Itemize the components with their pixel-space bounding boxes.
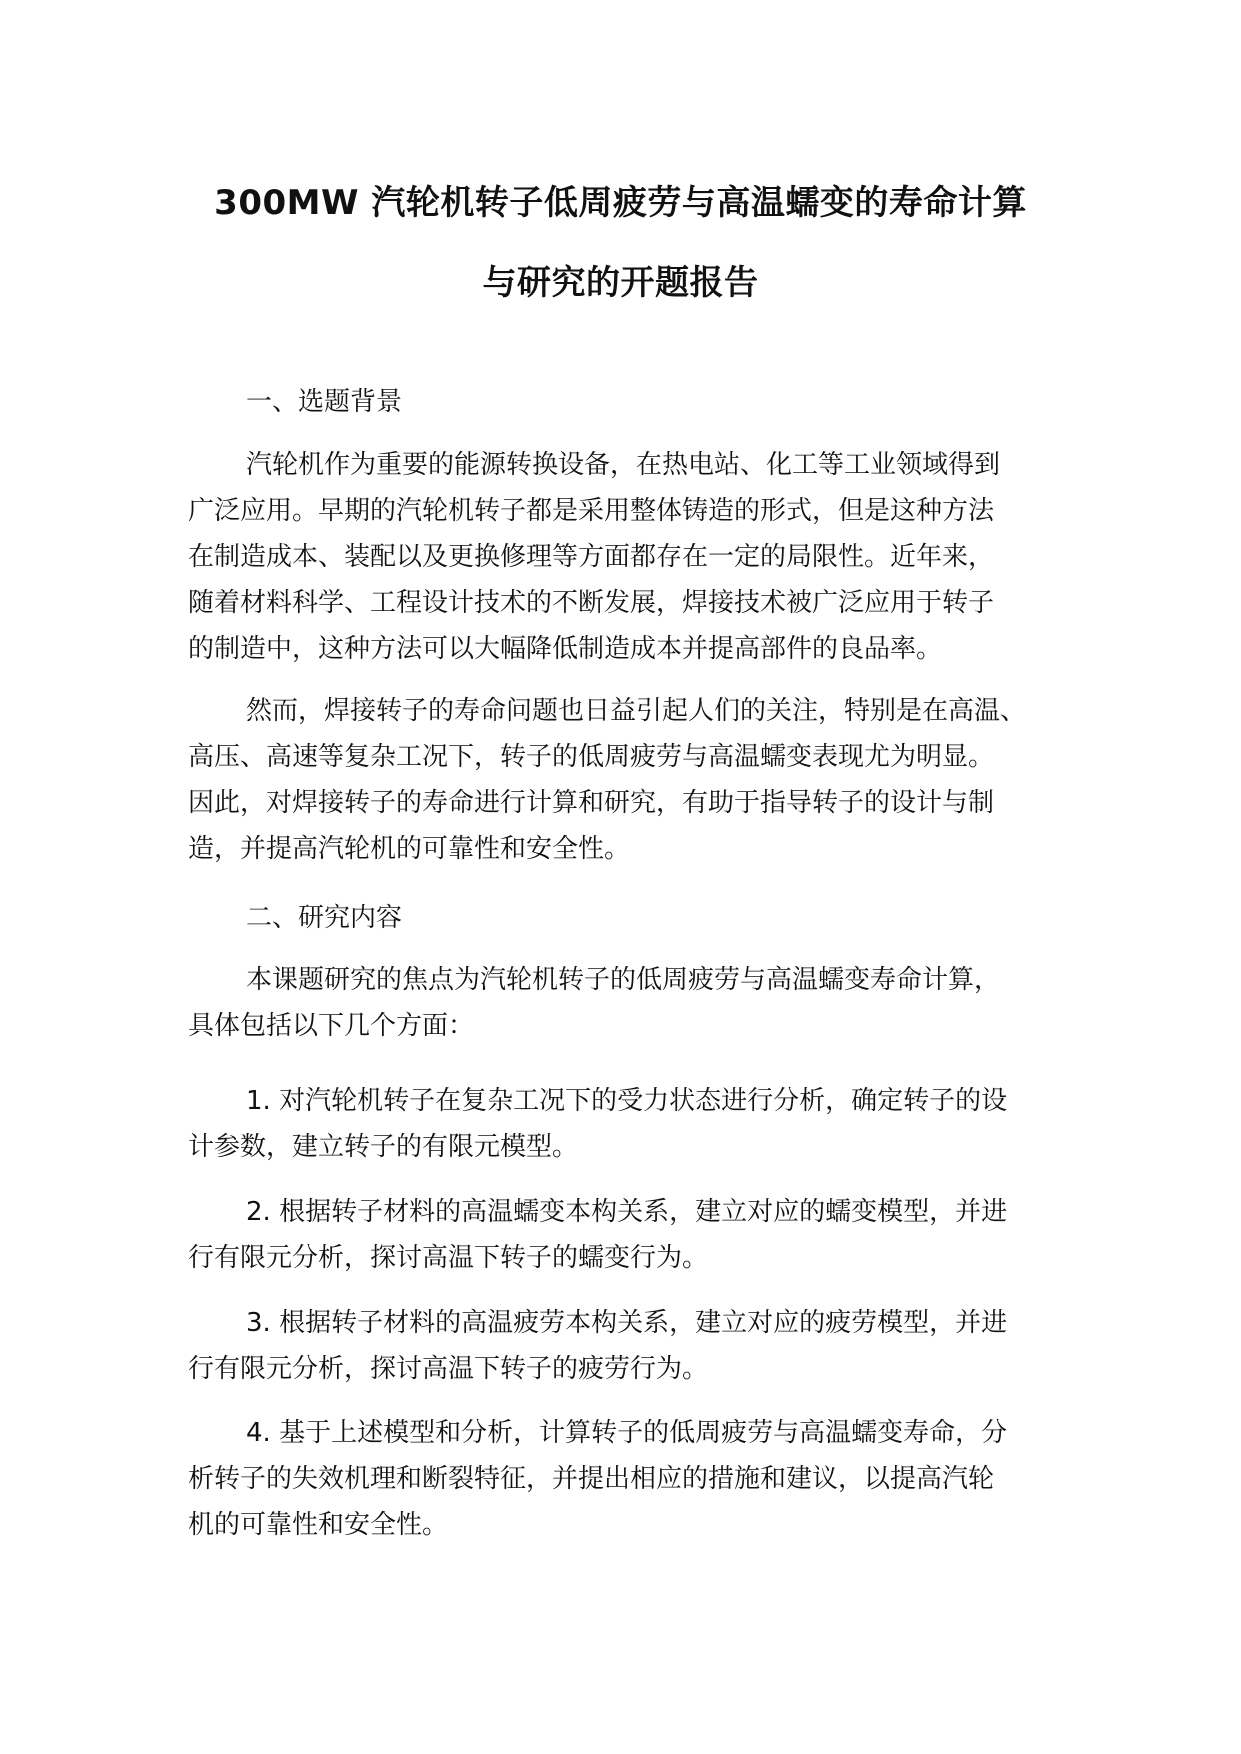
paragraph-line: 随着材料科学、工程设计技术的不断发展，焊接技术被广泛应用于转子 xyxy=(188,588,995,618)
paragraph-line: 因此，对焊接转子的寿命进行计算和研究，有助于指导转子的设计与制 xyxy=(188,788,995,818)
paragraph-background-2 xyxy=(188,688,1026,872)
paragraph-research-intro xyxy=(188,957,1000,1049)
list-item-3 xyxy=(188,1300,1007,1392)
list-item-2 xyxy=(188,1189,1007,1281)
paragraph-line: 1. 对汽轮机转子在复杂工况下的受力状态进行分析，确定转子的设 xyxy=(246,1086,1008,1116)
title-line-1: 300MW 汽轮机转子低周疲劳与高温蠕变的寿命计算 xyxy=(214,183,1027,223)
paragraph-line: 本课题研究的焦点为汽轮机转子的低周疲劳与高温蠕变寿命计算， xyxy=(246,965,1001,995)
paragraph-line: 析转子的失效机理和断裂特征，并提出相应的措施和建议，以提高汽轮 xyxy=(188,1464,995,1494)
paragraph-background-1 xyxy=(188,442,1000,672)
paragraph-line: 广泛应用。早期的汽轮机转子都是采用整体铸造的形式，但是这种方法 xyxy=(188,496,995,526)
paragraph-line: 3. 根据转子材料的高温疲劳本构关系，建立对应的疲劳模型，并进 xyxy=(246,1308,1008,1338)
paragraph-line: 汽轮机作为重要的能源转换设备，在热电站、化工等工业领域得到 xyxy=(246,450,1001,480)
title-line-2: 与研究的开题报告 xyxy=(482,263,759,303)
paragraph-line: 行有限元分析，探讨高温下转子的疲劳行为。 xyxy=(188,1354,709,1384)
paragraph-line: 4. 基于上述模型和分析，计算转子的低周疲劳与高温蠕变寿命，分 xyxy=(246,1418,1008,1448)
paragraph-line: 然而，焊接转子的寿命问题也日益引起人们的关注，特别是在高温、 xyxy=(246,696,1027,726)
paragraph-line: 具体包括以下几个方面： xyxy=(188,1011,475,1041)
paragraph-line: 2. 根据转子材料的高温蠕变本构关系，建立对应的蠕变模型，并进 xyxy=(246,1197,1008,1227)
list-item-4 xyxy=(188,1410,1007,1548)
paragraph-line: 机的可靠性和安全性。 xyxy=(188,1510,449,1540)
section-heading-research: 二、研究内容 xyxy=(246,903,403,933)
section-heading-background: 一、选题背景 xyxy=(246,387,403,417)
paragraph-line: 在制造成本、装配以及更换修理等方面都存在一定的局限性。近年来， xyxy=(188,542,995,572)
list-item-1 xyxy=(188,1078,1007,1170)
paragraph-line: 造，并提高汽轮机的可靠性和安全性。 xyxy=(188,834,631,864)
paragraph-line: 计参数，建立转子的有限元模型。 xyxy=(188,1132,579,1162)
paragraph-line: 高压、高速等复杂工况下，转子的低周疲劳与高温蠕变表现尤为明显。 xyxy=(188,742,995,772)
paragraph-line: 行有限元分析，探讨高温下转子的蠕变行为。 xyxy=(188,1243,709,1273)
paragraph-line: 的制造中，这种方法可以大幅降低制造成本并提高部件的良品率。 xyxy=(188,634,943,664)
